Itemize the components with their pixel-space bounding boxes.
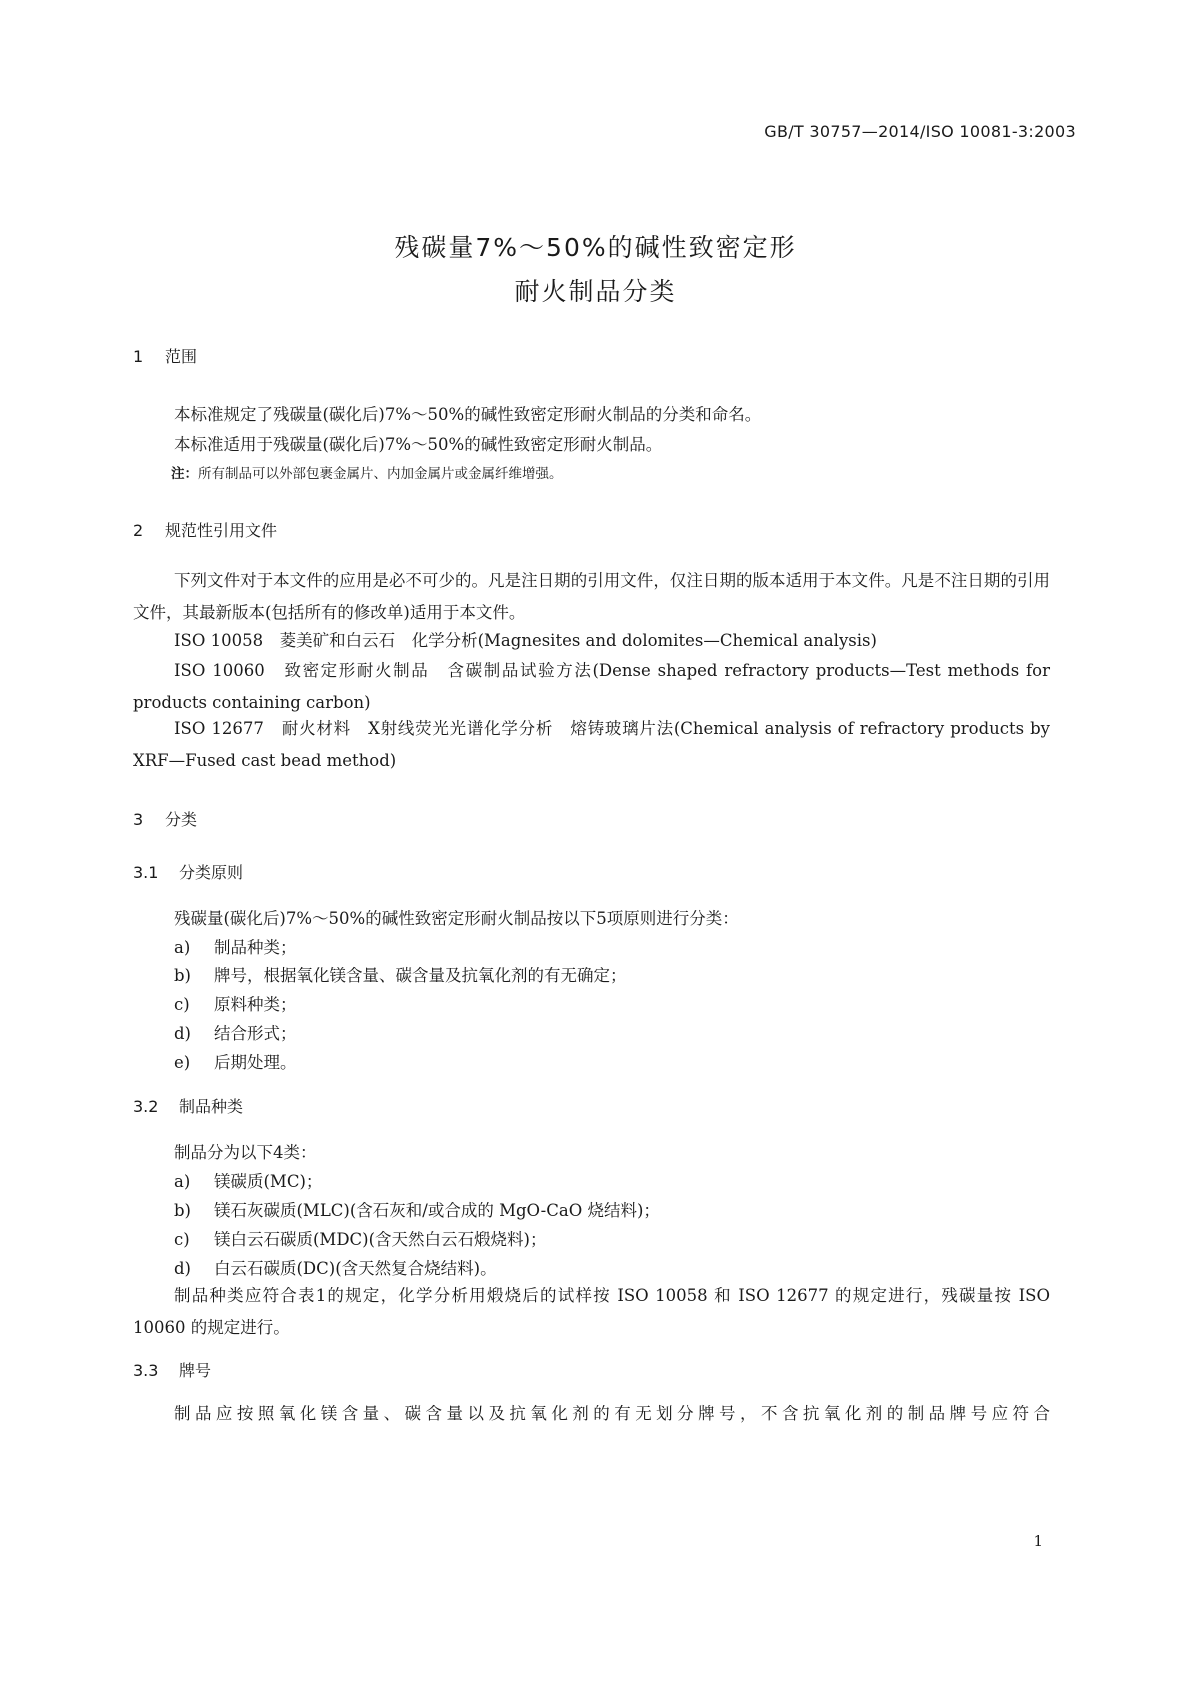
section-number: 3.3 xyxy=(133,1361,159,1380)
section-number: 2 xyxy=(133,521,144,540)
list-item-label: d) xyxy=(174,1259,191,1278)
list-item-label: a) xyxy=(174,938,191,957)
list-item-text: 镁碳质(MC)； xyxy=(214,1172,323,1191)
note-text: 所有制品可以外部包裹金属片、内加金属片或金属纤维增强。 xyxy=(198,466,563,482)
section-title: 制品种类 xyxy=(179,1097,244,1116)
grade-paragraph: 制品应按照氧化镁含量、碳含量以及抗氧化剂的有无划分牌号，不含抗氧化剂的制品牌号应符合 xyxy=(174,1404,1050,1423)
section-title: 分类原则 xyxy=(179,863,244,882)
list-item xyxy=(174,934,297,958)
list-item xyxy=(174,1020,297,1044)
scope-paragraph-2: 本标准适用于残碳量(碳化后)7%～50%的碱性致密定形耐火制品。 xyxy=(174,435,663,454)
product-types-paragraph: 制品种类应符合表1的规定，化学分析用煅烧后的试样按 ISO 10058 和 ISO 12677 的规定进行，残碳量按 ISO 10060 的规定进行。 xyxy=(133,1286,1050,1337)
list-item-label: d) xyxy=(174,1024,191,1043)
section-3-3-heading xyxy=(133,1358,211,1381)
list-item-text: 结合形式； xyxy=(214,1024,297,1043)
list-item xyxy=(174,1168,322,1192)
list-item-text: 原料种类； xyxy=(214,995,297,1014)
note-label: 注： xyxy=(171,466,198,482)
section-number: 3.2 xyxy=(133,1097,159,1116)
section-3-1-heading xyxy=(133,860,243,883)
section-number: 1 xyxy=(133,347,144,366)
list-item-text: 后期处理。 xyxy=(214,1053,297,1072)
section-1-heading xyxy=(133,344,197,367)
list-item-label: b) xyxy=(174,966,191,985)
document-title-line1: 残碳量7%～50%的碱性致密定形 xyxy=(394,233,797,262)
list-item-text: 镁石灰碳质(MLC)(含石灰和/或合成的 MgO-CaO 烧结料)； xyxy=(214,1201,660,1220)
product-types-intro: 制品分为以下4类： xyxy=(174,1143,317,1162)
section-title: 范围 xyxy=(165,347,198,366)
list-item xyxy=(174,1049,297,1073)
classification-principles-intro: 残碳量(碳化后)7%～50%的碱性致密定形耐火制品按以下5项原则进行分类： xyxy=(174,909,739,928)
list-item xyxy=(174,1226,547,1250)
list-item-label: c) xyxy=(174,1230,190,1249)
list-item-label: c) xyxy=(174,995,190,1014)
scope-paragraph-1: 本标准规定了残碳量(碳化后)7%～50%的碱性致密定形耐火制品的分类和命名。 xyxy=(174,405,762,424)
reference-iso-12677: ISO 12677 耐火材料 X射线荧光光谱化学分析 熔铸玻璃片法(Chemical analysis of refractory products by XRF—Fused cast bead method) xyxy=(133,719,1050,770)
document-title-line2: 耐火制品分类 xyxy=(514,277,677,306)
list-item xyxy=(174,1197,660,1221)
references-intro: 下列文件对于本文件的应用是必不可少的。凡是注日期的引用文件，仅注日期的版本适用于本文件。凡是不注日期的引用文件，其最新版本(包括所有的修改单)适用于本文件。 xyxy=(133,571,1050,622)
list-item xyxy=(174,1255,497,1279)
list-item xyxy=(174,962,627,986)
section-title: 牌号 xyxy=(179,1361,212,1380)
document-code: GB/T 30757—2014/ISO 10081-3:2003 xyxy=(764,122,1076,141)
section-title: 分类 xyxy=(165,810,198,829)
section-number: 3 xyxy=(133,810,144,829)
section-3-heading xyxy=(133,807,197,830)
list-item-label: a) xyxy=(174,1172,191,1191)
section-3-2-heading xyxy=(133,1094,243,1117)
section-title: 规范性引用文件 xyxy=(165,521,278,540)
list-item xyxy=(174,991,297,1015)
page-number: 1 xyxy=(1033,1532,1043,1550)
list-item-text: 镁白云石碳质(MDC)(含天然白云石煅烧料)； xyxy=(214,1230,547,1249)
reference-iso-10058: ISO 10058 菱美矿和白云石 化学分析(Magnesites and dolomites—Chemical analysis) xyxy=(174,631,877,650)
reference-iso-10060: ISO 10060 致密定形耐火制品 含碳制品试验方法(Dense shaped refractory products—Test methods for products containing carbon) xyxy=(133,661,1050,712)
list-item-text: 牌号，根据氧化镁含量、碳含量及抗氧化剂的有无确定； xyxy=(214,966,627,985)
section-number: 3.1 xyxy=(133,863,159,882)
list-item-label: b) xyxy=(174,1201,191,1220)
scope-note xyxy=(171,462,563,482)
list-item-text: 白云石碳质(DC)(含天然复合烧结料)。 xyxy=(214,1259,497,1278)
list-item-text: 制品种类； xyxy=(214,938,297,957)
section-2-heading xyxy=(133,518,277,541)
list-item-label: e) xyxy=(174,1053,191,1072)
